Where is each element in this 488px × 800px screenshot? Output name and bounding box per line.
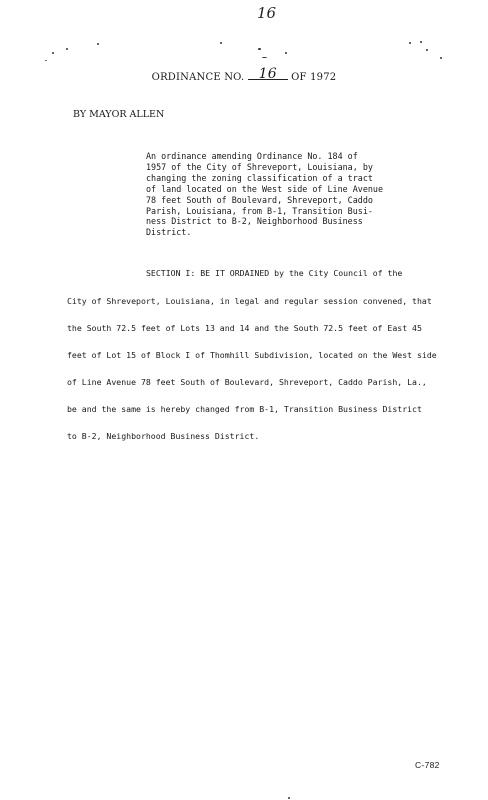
document-code: C-782	[415, 760, 440, 770]
scan-speck	[262, 57, 267, 58]
scan-speck	[440, 57, 442, 59]
section-line: to B-2, Neighborhood Business District.	[67, 431, 260, 441]
summary-line: Parish, Louisiana, from B-1, Transition Busi-	[146, 205, 373, 216]
scan-speck	[288, 797, 290, 799]
scan-speck	[258, 48, 261, 50]
summary-line: An ordinance amending Ordinance No. 184 of	[146, 151, 358, 161]
scan-speck	[97, 43, 99, 45]
summary-line: of land located on the West side of Line Avenue	[146, 183, 383, 194]
section-line: City of Shreveport, Louisiana, in legal and regular session convened, that	[67, 296, 432, 306]
section-line: be and the same is hereby changed from B-1, Transition Business District	[67, 404, 422, 414]
ordinance-label: ORDINANCE NO.	[151, 72, 245, 83]
ordinance-number-handwritten: 16	[248, 69, 288, 80]
handwritten-page-number: 16	[257, 4, 277, 22]
section-line: the South 72.5 feet of Lots 13 and 14 and the South 72.5 feet of East 45	[67, 323, 422, 333]
scan-speck	[420, 41, 422, 43]
scan-speck	[409, 42, 411, 44]
summary-line: changing the zoning classification of a tract	[146, 172, 373, 183]
ordinance-title	[0, 66, 488, 83]
scan-speck	[426, 49, 428, 51]
summary-line: District.	[146, 227, 192, 238]
scan-speck	[45, 60, 47, 61]
scan-speck	[66, 48, 68, 50]
section-line: SECTION I: BE IT ORDAINED by the City Council of the	[146, 268, 403, 278]
section-line: feet of Lot 15 of Block I of Thomhill Subdivision, located on the West side	[67, 350, 437, 360]
scan-speck	[220, 42, 222, 44]
ordinance-author: BY MAYOR ALLEN	[73, 109, 165, 120]
scan-speck	[52, 52, 54, 54]
ordinance-year: OF 1972	[291, 72, 337, 83]
summary-line: ness District to B-2, Neighborhood Business	[146, 216, 363, 227]
scan-speck	[285, 52, 287, 54]
summary-line: 1957 of the City of Shreveport, Louisiana, by	[146, 161, 373, 172]
section-line: of Line Avenue 78 feet South of Boulevard, Shreveport, Caddo Parish, La.,	[67, 377, 427, 387]
summary-line: 78 feet South of Boulevard, Shreveport, Caddo	[146, 194, 373, 205]
ordinance-summary	[146, 151, 383, 238]
